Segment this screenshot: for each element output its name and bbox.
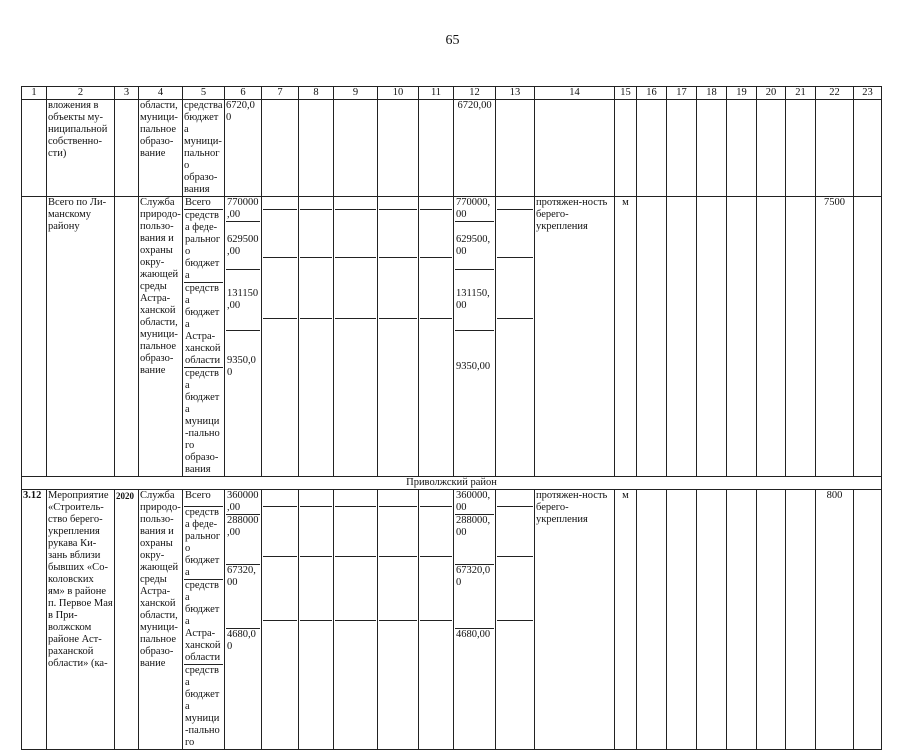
amount-federal: 629500,00 [455, 222, 494, 270]
amount-federal: 288000,00 [455, 515, 494, 565]
cell-indicator: протяжен-ность берего-укрепления [535, 490, 615, 750]
amount-municipal: 4680,00 [456, 629, 491, 640]
column-header: 7 [262, 87, 299, 100]
column-header: 18 [697, 87, 727, 100]
column-header: 2 [47, 87, 115, 100]
source-federal: средства феде-рального бюджета [184, 506, 223, 579]
amounts-col12 [455, 490, 494, 684]
amount-regional: 67320,00 [455, 565, 494, 629]
column-header: 17 [667, 87, 697, 100]
funding-sources [184, 197, 223, 476]
column-header: 19 [727, 87, 757, 100]
column-header: 5 [183, 87, 225, 100]
cell-description: Всего по Ли-манскому району [47, 197, 115, 477]
cell-description: Мероприятие «Строитель-ство берего-укрепления рукава Ки-зань вблизи бывших «Со-коловских ям» в районе п. Первое Мая в При-волжском районе Аст-раханской области» (ка- [47, 490, 115, 750]
cell-funding-source: средства бюджета муници-пального образо-вания [184, 100, 223, 195]
cell-responsible: Служба природо-пользо-вания и охраны окру-жающей среды Астра-ханской области, муници-пальное образо-вание [139, 490, 183, 750]
cell-target-value: 800 [816, 490, 854, 750]
source-total: Всего [184, 197, 223, 210]
column-header: 21 [786, 87, 816, 100]
cell-description: вложения в объекты му-ниципальной собственно-сти) [47, 100, 115, 197]
column-number-row [22, 87, 882, 100]
amount-total: 360000,00 [227, 490, 259, 513]
source-regional: средства бюджета Астра-ханской области [184, 283, 223, 368]
funding-sources [184, 490, 223, 749]
amount-total: 360000,00 [455, 490, 494, 515]
section-title: Приволжский район [22, 477, 882, 490]
investment-table [21, 86, 882, 750]
table-row [22, 197, 882, 477]
column-header: 1 [22, 87, 47, 100]
source-total: Всего [184, 490, 223, 506]
amount-total: 770000,00 [227, 197, 259, 220]
column-header: 9 [334, 87, 378, 100]
cell-indicator: протяжен-ность берего-укрепления [535, 197, 615, 477]
amount-municipal: 9350,00 [456, 361, 491, 373]
column-header: 11 [419, 87, 454, 100]
cell-responsible: области, муници-пальное образо-вание [139, 100, 183, 197]
column-header: 12 [454, 87, 496, 100]
amount-federal: 629500,00 [226, 222, 260, 270]
column-header: 3 [115, 87, 139, 100]
source-federal: средства феде-рального бюджета [184, 210, 223, 283]
column-header: 8 [299, 87, 334, 100]
column-header: 20 [757, 87, 786, 100]
amount-federal: 288000,00 [226, 515, 260, 565]
amount-municipal: 9350,00 [227, 355, 256, 379]
column-header: 13 [496, 87, 535, 100]
amounts-col6 [226, 197, 260, 404]
amount-regional: 131150,00 [455, 270, 494, 331]
column-header: 15 [615, 87, 637, 100]
column-header: 23 [854, 87, 882, 100]
source-municipal: средства бюджета муници-пального [185, 664, 220, 748]
section-row [22, 477, 882, 490]
cell-year: 2020 [115, 490, 139, 750]
column-header: 16 [637, 87, 667, 100]
cell-unit: м [615, 490, 637, 750]
column-header: 14 [535, 87, 615, 100]
cell-target-value: 7500 [816, 197, 854, 477]
cell-unit: м [615, 197, 637, 477]
amount-regional: 131150,00 [226, 270, 260, 331]
amount-total: 770000,00 [455, 197, 494, 222]
table-row [22, 100, 882, 197]
source-municipal: средства бюджета муници-пального образо-вания [185, 368, 220, 475]
cell-responsible: Служба природо-пользо-вания и охраны окру-жающей среды Астра-ханской области, муници-пальное образо-вание [139, 197, 183, 477]
page-number: 65 [445, 33, 460, 48]
column-header: 4 [139, 87, 183, 100]
amount-regional: 67320,00 [226, 565, 260, 629]
cell-amount: 6720,00 [454, 100, 496, 197]
table-row [22, 490, 882, 750]
column-header: 10 [378, 87, 419, 100]
column-header: 6 [225, 87, 262, 100]
column-header: 22 [816, 87, 854, 100]
source-regional: средства бюджета Астра-ханской области [184, 579, 223, 664]
amounts-col6 [226, 490, 260, 684]
cell-index: 3.12 [22, 490, 47, 750]
amount-municipal: 4680,00 [227, 629, 256, 652]
amounts-col12 [455, 197, 494, 404]
cell-amount: 6720,00 [225, 100, 262, 197]
